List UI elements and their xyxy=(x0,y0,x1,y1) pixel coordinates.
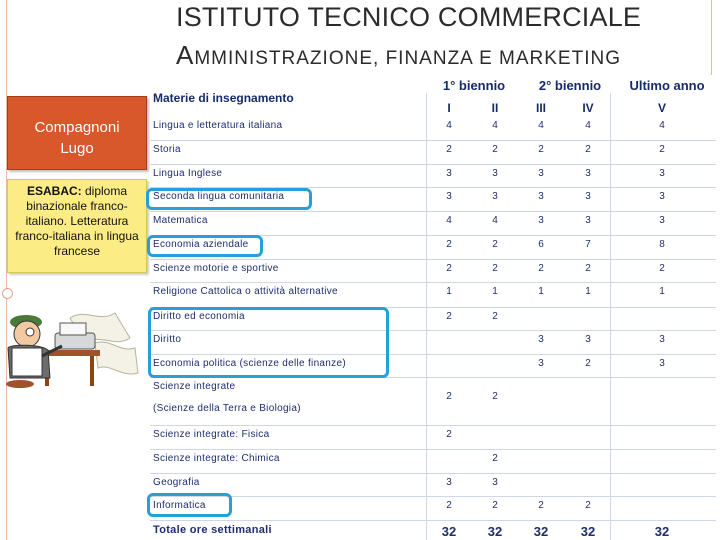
typist-clipart-icon xyxy=(0,288,140,388)
table-row xyxy=(150,140,716,165)
hours-cell: 3 xyxy=(446,168,452,179)
hours-cell: 1 xyxy=(538,286,544,297)
year-header: IV xyxy=(582,101,594,115)
hours-cell: 2 xyxy=(492,239,498,250)
esabac-label: ESABAC: xyxy=(26,184,82,198)
hours-cell: 4 xyxy=(492,215,498,226)
subject-cell: Scienze integrate xyxy=(153,381,236,392)
subject-cell: Lingua e letteratura italiana xyxy=(153,120,283,131)
subtitle-rest: MMINISTRAZIONE, FINANZA E MARKETING xyxy=(194,48,621,69)
hours-cell: 2 xyxy=(538,144,544,155)
hours-cell: 2 xyxy=(492,453,498,464)
esabac-text: diploma binazionale franco-italiano. Letteratura franco-italiana in lingua francese xyxy=(15,184,139,258)
year-header: I xyxy=(447,101,451,115)
table-row xyxy=(150,211,716,236)
hours-cell: 3 xyxy=(538,215,544,226)
hours-cell: 32 xyxy=(487,524,503,539)
hours-cell: 2 xyxy=(446,144,452,155)
hours-cell: 3 xyxy=(538,358,544,369)
table-row xyxy=(150,496,716,521)
year-header: V xyxy=(657,101,666,115)
table-group-headers xyxy=(426,75,716,93)
hours-cell: 4 xyxy=(538,120,544,131)
hours-cell: 4 xyxy=(492,120,498,131)
year-header: III xyxy=(535,101,546,115)
hours-cell: 1 xyxy=(446,286,452,297)
hours-cell: 2 xyxy=(492,263,498,274)
hours-cell: 2 xyxy=(492,500,498,511)
hours-cell: 3 xyxy=(492,191,498,202)
hours-cell: 3 xyxy=(659,168,665,179)
table-row xyxy=(150,520,716,540)
hours-cell: 3 xyxy=(492,477,498,488)
subject-cell: Matematica xyxy=(153,215,208,226)
hours-cell: 2 xyxy=(585,358,591,369)
slide-title: ISTITUTO TECNICO COMMERCIALE xyxy=(176,2,642,32)
hours-cell: 3 xyxy=(538,191,544,202)
hours-cell: 2 xyxy=(492,311,498,322)
subject-cell-line2: (Scienze della Terra e Biologia) xyxy=(153,403,301,414)
hours-cell: 6 xyxy=(538,239,544,250)
hours-cell: 2 xyxy=(538,263,544,274)
hours-cell: 3 xyxy=(659,334,665,345)
school-name-line1: Compagnoni xyxy=(34,119,120,136)
hours-cell: 4 xyxy=(585,120,591,131)
hours-cell: 4 xyxy=(659,120,665,131)
highlight-economia-aziendale xyxy=(147,235,263,257)
hours-cell: 1 xyxy=(492,286,498,297)
hours-cell: 3 xyxy=(585,168,591,179)
table-row xyxy=(150,282,716,308)
subject-cell: Diritto xyxy=(153,334,182,345)
subtitle-initial: A xyxy=(176,40,195,70)
hours-cell: 7 xyxy=(585,239,591,250)
subject-cell: Seconda lingua comunitaria xyxy=(153,191,285,202)
table-row xyxy=(150,449,716,474)
school-name-box xyxy=(7,96,147,170)
group-header-first-biennio: 1° biennio xyxy=(442,78,506,93)
hours-cell: 4 xyxy=(446,215,452,226)
subject-cell: Scienze motorie e sportive xyxy=(153,263,279,274)
hours-cell: 32 xyxy=(533,524,549,539)
hours-cell: 32 xyxy=(441,524,457,539)
hours-cell: 2 xyxy=(538,500,544,511)
hours-cell: 2 xyxy=(585,500,591,511)
group-header-last-year: Ultimo anno xyxy=(629,78,705,93)
table-row xyxy=(150,259,716,283)
highlight-informatica xyxy=(147,493,232,517)
table-row xyxy=(150,377,716,426)
hours-cell: 32 xyxy=(654,524,670,539)
subject-cell: Economia politica (scienze delle finanze) xyxy=(153,358,346,369)
hours-cell: 3 xyxy=(585,191,591,202)
hours-cell: 32 xyxy=(580,524,596,539)
hours-cell: 4 xyxy=(446,120,452,131)
hours-cell: 1 xyxy=(585,286,591,297)
hours-cell: 2 xyxy=(446,429,452,440)
hours-cell: 2 xyxy=(446,391,452,402)
table-row xyxy=(150,473,716,497)
hours-cell: 2 xyxy=(659,144,665,155)
table-row xyxy=(150,164,716,188)
school-name-line2: Lugo xyxy=(60,140,94,157)
hours-cell: 2 xyxy=(492,144,498,155)
hours-cell: 2 xyxy=(446,263,452,274)
highlight-seconda-lingua xyxy=(146,188,312,210)
table-row xyxy=(150,425,716,450)
hours-cell: 3 xyxy=(538,168,544,179)
hours-cell: 2 xyxy=(659,263,665,274)
subject-cell: Informatica xyxy=(153,500,206,511)
highlight-diritto-economia xyxy=(148,307,389,378)
subject-cell: Totale ore settimanali xyxy=(153,524,272,536)
subject-column-header: Materie di insegnamento xyxy=(153,91,294,105)
slide-subtitle xyxy=(176,40,621,71)
subject-cell: Religione Cattolica o attività alternative xyxy=(153,286,338,297)
subject-cell: Economia aziendale xyxy=(153,239,249,250)
hours-cell: 3 xyxy=(538,334,544,345)
subject-cell: Scienze integrate: Fisica xyxy=(153,429,270,440)
hours-cell: 2 xyxy=(492,391,498,402)
subject-cell: Storia xyxy=(153,144,181,155)
esabac-note-box xyxy=(7,179,147,273)
hours-cell: 3 xyxy=(585,215,591,226)
hours-cell: 3 xyxy=(659,191,665,202)
hours-cell: 2 xyxy=(585,144,591,155)
hours-cell: 2 xyxy=(446,311,452,322)
hours-cell: 2 xyxy=(446,239,452,250)
subject-cell: Geografia xyxy=(153,477,200,488)
table-row xyxy=(150,116,716,141)
hours-cell: 3 xyxy=(446,477,452,488)
subject-cell: Scienze integrate: Chimica xyxy=(153,453,280,464)
hours-cell: 3 xyxy=(492,168,498,179)
subject-cell: Diritto ed economia xyxy=(153,311,245,322)
hours-cell: 3 xyxy=(446,191,452,202)
hours-cell: 1 xyxy=(659,286,665,297)
hours-cell: 2 xyxy=(585,263,591,274)
hours-cell: 2 xyxy=(446,500,452,511)
hours-cell: 3 xyxy=(585,334,591,345)
hours-cell: 3 xyxy=(659,358,665,369)
subject-cell: Lingua Inglese xyxy=(153,168,223,179)
hours-cell: 3 xyxy=(659,215,665,226)
year-header: II xyxy=(491,101,499,115)
group-header-second-biennio: 2° biennio xyxy=(538,78,602,93)
hours-cell: 8 xyxy=(659,239,665,250)
